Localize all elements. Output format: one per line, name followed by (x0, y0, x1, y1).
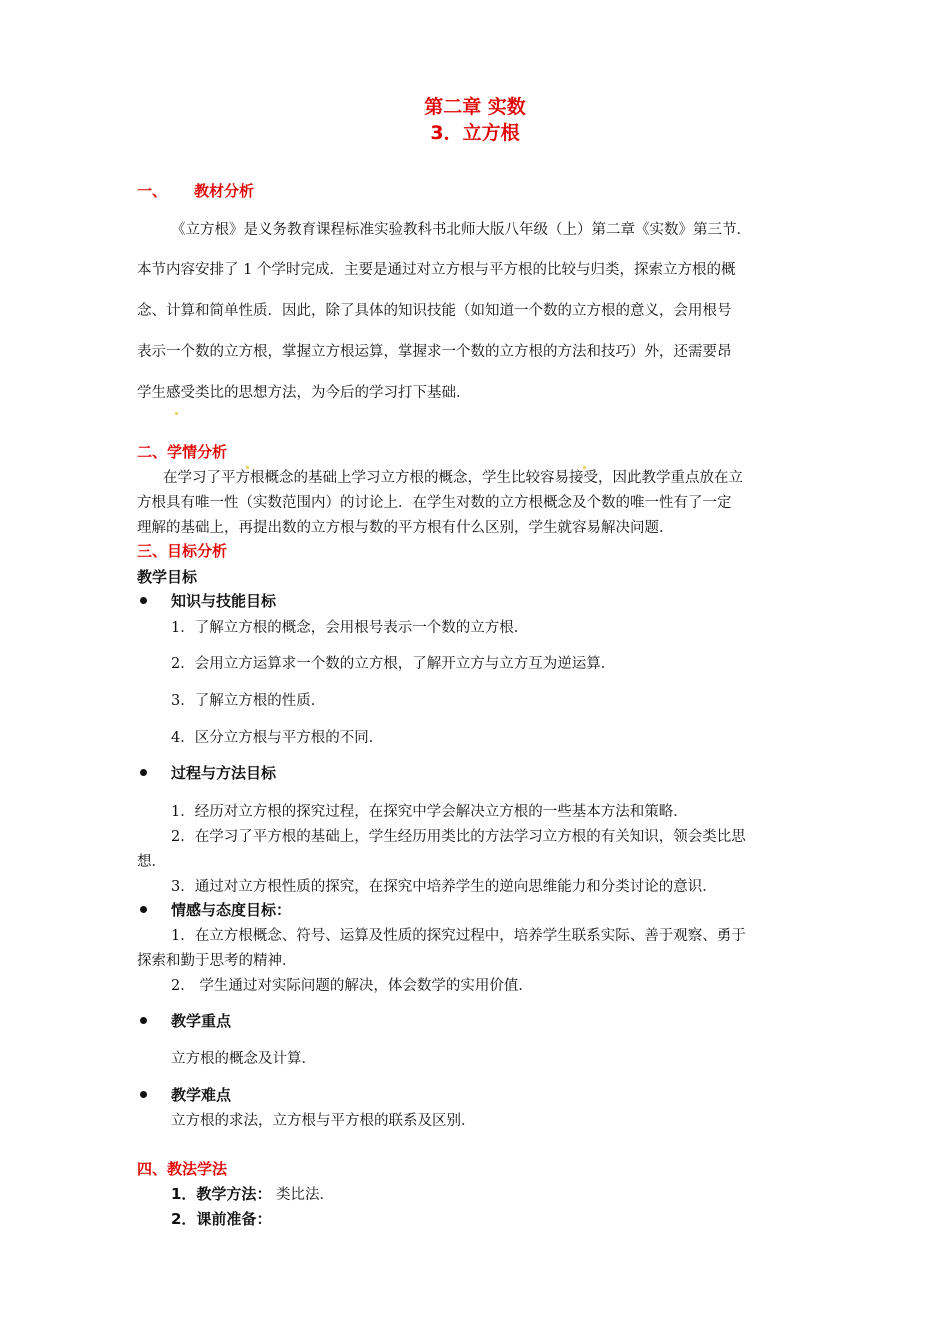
decorative-speck (583, 466, 586, 469)
section-2-line: 理解的基础上，再提出数的立方根与数的平方根有什么区别，学生就容易解决问题． (137, 520, 674, 536)
goal-item: 2． 学生通过对实际问题的解决，体会数学的实用价值． (171, 978, 533, 994)
teaching-method-text: 类比法． (276, 1187, 334, 1203)
section-1-line: 念、计算和简单性质．因此，除了具体的知识技能（如知道一个数的立方根的意义，会用根号 (137, 303, 732, 319)
decorative-speck (246, 466, 249, 469)
preparation-label: 2．课前准备： (171, 1210, 272, 1228)
knowledge-skills-label: 知识与技能目标 (171, 592, 277, 610)
section-1-number: 一、 (137, 182, 168, 200)
difficulty-label: 教学难点 (171, 1086, 232, 1104)
process-method-label: 过程与方法目标 (171, 764, 277, 782)
section-2-line: 在学习了平方根概念的基础上学习立方根的概念，学生比较容易接受，因此教学重点放在立 (163, 470, 743, 486)
bullet-icon (140, 906, 147, 913)
bullet-icon (140, 769, 147, 776)
bullet-icon (140, 597, 147, 604)
goal-item: 1．在立方根概念、符号、运算及性质的探究过程中，培养学生联系实际、善于观察、勇于 (171, 928, 746, 944)
goal-item: 1．了解立方根的概念，会用根号表示一个数的立方根． (171, 620, 529, 636)
goal-item: 3．了解立方根的性质． (171, 693, 326, 709)
page-title: 第二章 实数 (424, 96, 526, 118)
emotion-attitude-label: 情感与态度目标： (171, 901, 292, 919)
goal-item: 3．通过对立方根性质的探究，在探究中培养学生的逆向思维能力和分类讨论的意识． (171, 879, 717, 895)
teaching-method-label: 1．教学方法： (171, 1185, 272, 1203)
bullet-icon (140, 1091, 147, 1098)
section-1-heading: 教材分析 (194, 182, 255, 200)
section-4-heading: 四、教法学法 (137, 1160, 228, 1178)
section-2-line: 方根具有唯一性（实数范围内）的讨论上．在学生对数的立方根概念及个数的唯一性有了一定 (137, 495, 732, 511)
page-subtitle: 3．立方根 (430, 122, 520, 144)
decorative-speck (175, 412, 178, 415)
key-point-label: 教学重点 (171, 1012, 232, 1030)
section-3-heading: 三、目标分析 (137, 542, 228, 560)
section-1-line: 本节内容安排了 1 个学时完成．主要是通过对立方根与平方根的比较与归类，探索立方根的概 (137, 262, 736, 278)
teaching-goals-heading: 教学目标 (137, 568, 198, 586)
bullet-icon (140, 1017, 147, 1024)
goal-item: 1．经历对立方根的探究过程，在探究中学会解决立方根的一些基本方法和策略． (171, 804, 688, 820)
section-1-line: 《立方根》是义务教育课程标准实验教科书北师大版八年级（上）第二章《实数》第三节． (171, 222, 751, 238)
difficulty-text: 立方根的求法，立方根与平方根的联系及区别． (171, 1113, 476, 1129)
key-point-text: 立方根的概念及计算． (171, 1051, 316, 1067)
section-1-line: 学生感受类比的思想方法，为今后的学习打下基础． (137, 385, 471, 401)
goal-item: 想． (137, 854, 166, 870)
section-1-line: 表示一个数的立方根，掌握立方根运算，掌握求一个数的立方根的方法和技巧）外，还需要昂 (137, 344, 732, 360)
goal-item: 2．在学习了平方根的基础上，学生经历用类比的方法学习立方根的有关知识，领会类比思 (171, 829, 746, 845)
goal-item: 2．会用立方运算求一个数的立方根，了解开立方与立方互为逆运算． (171, 656, 616, 672)
goal-item: 探索和勤于思考的精神． (137, 953, 297, 969)
goal-item: 4．区分立方根与平方根的不同． (171, 730, 384, 746)
section-2-heading: 二、学情分析 (137, 443, 228, 461)
